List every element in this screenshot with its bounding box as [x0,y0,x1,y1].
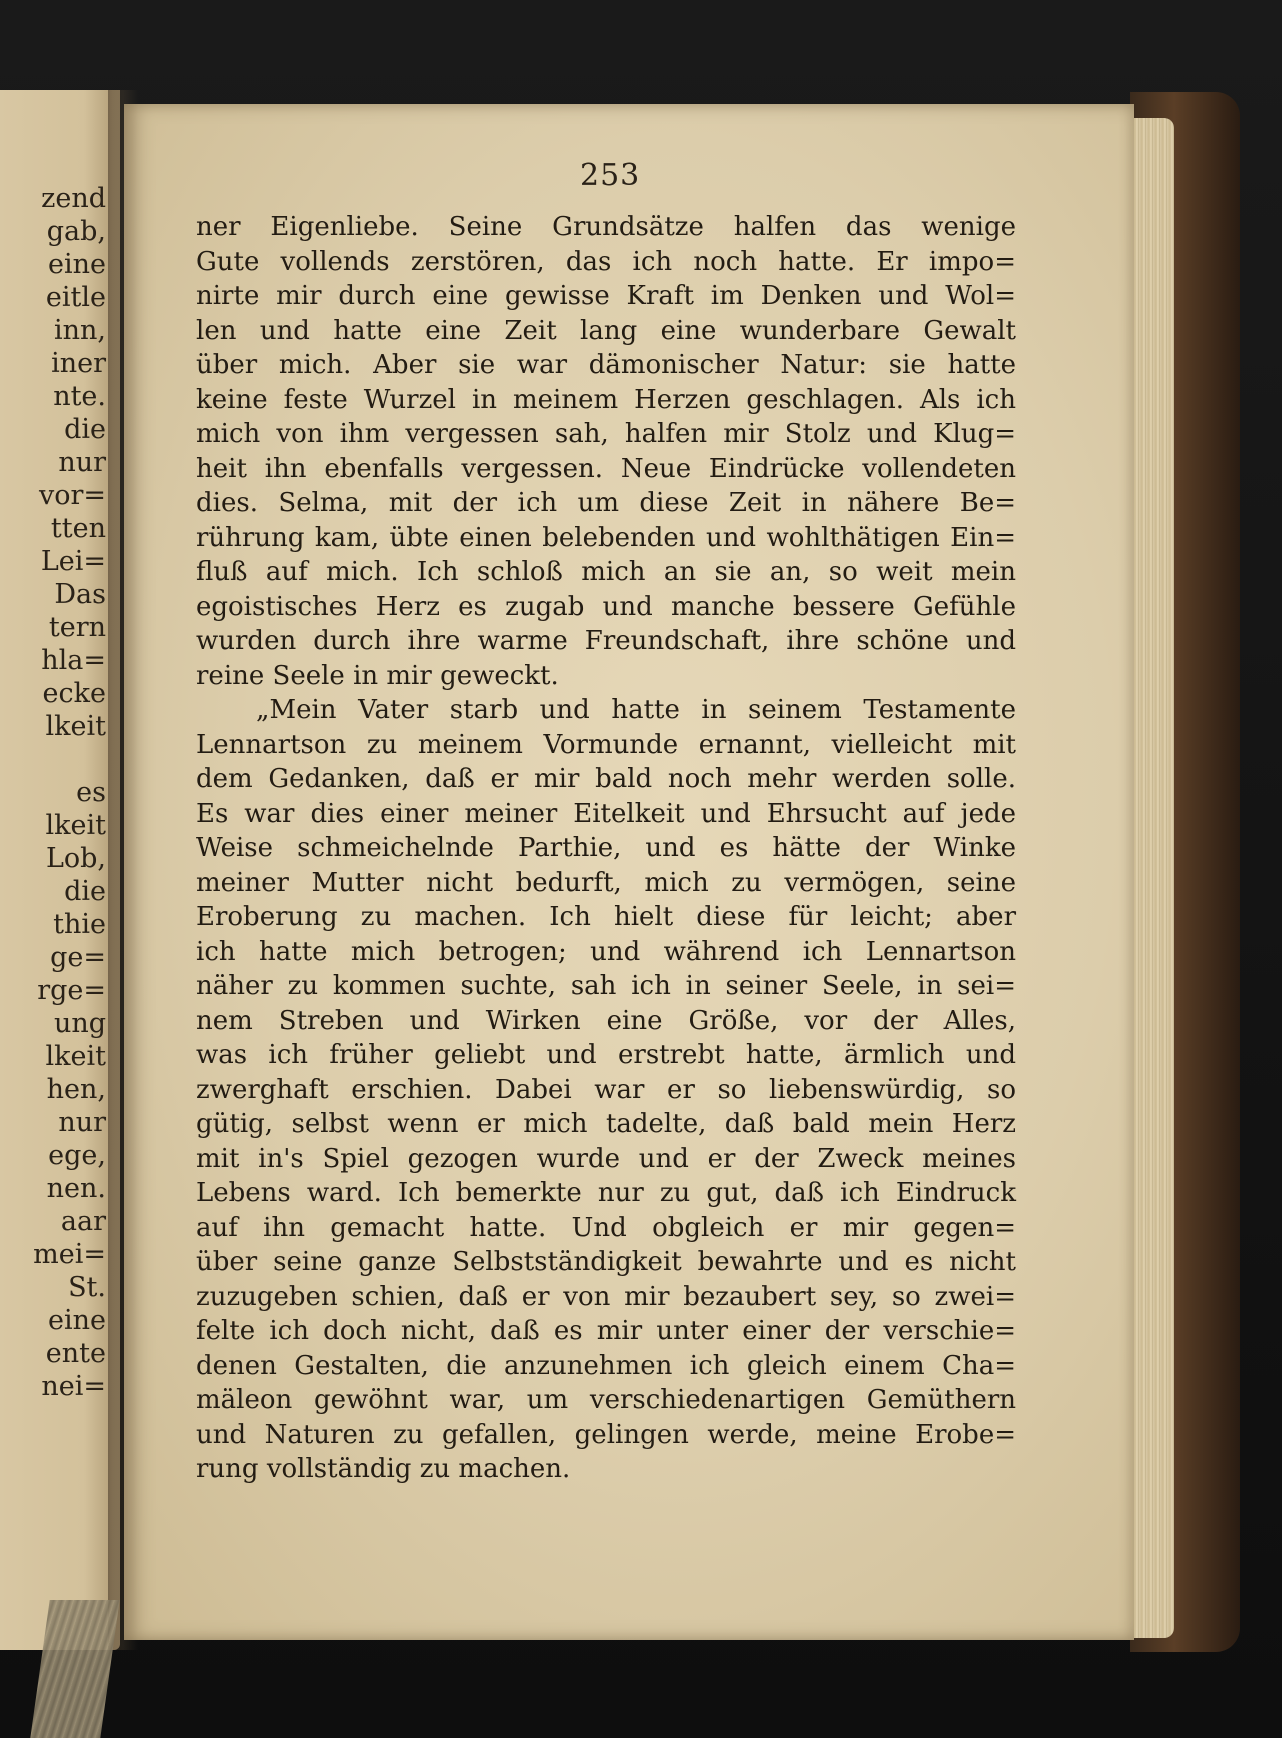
text-line: gütig, selbst wenn er mich tadelte, daß bald mein Herz [196,1109,1016,1139]
text-line: zuzugeben schien, daß er von mir bezaubert sey, so zwei= [196,1281,1016,1312]
text-line: fluß auf mich. Ich schloß mich an sie an, so weit mein [196,557,1016,587]
text-line: und Naturen zu gefallen, gelingen werde, meine Erobe= [196,1419,1016,1450]
text-line: ich hatte mich betrogen; und während ich Lennartson [196,936,1016,967]
text-line: dies. Selma, mit der ich um diese Zeit in nähere Be= [196,488,1016,518]
text-line: wurden durch ihre warme Freundschaft, ihre schöne und [196,626,1016,656]
left-page-line-fragment: thie [53,909,106,940]
left-page-line-fragment: nur [58,1107,106,1138]
left-page-line-fragment: eine [48,249,106,280]
text-line: rührung kam, übte einen belebenden und wohlthätigen Ein= [196,522,1016,553]
left-page-line-fragment: eitle [45,282,106,313]
left-page-line-fragment: hla= [41,645,106,676]
left-page-line-fragment: lkeit [45,1041,106,1072]
text-line: über seine ganze Selbstständigkeit bewahrte und es nicht [196,1247,1016,1277]
text-line: Weise schmeichelnde Parthie, und es hätte der Winke [196,833,1016,863]
text-line: mit in's Spiel gezogen wurde und er der Zweck meines [196,1143,1016,1174]
left-page-line-fragment: gab, [46,216,106,247]
left-page-line-fragment: hen, [46,1074,106,1105]
left-page-text [33,182,106,1403]
left-page-line-fragment: nur [58,447,106,478]
left-page-fragment [0,90,120,1650]
left-page-line-fragment: Das [54,579,106,610]
left-page-line-fragment: tern [48,612,106,643]
left-page-line-fragment: St. [68,1272,106,1303]
left-page-line-fragment: vor= [38,480,106,511]
text-line: egoistisches Herz es zugab und manche bessere Gefühle [196,591,1016,622]
text-line: näher zu kommen suchte, sah ich in seiner Seele, in sei= [196,971,1016,1001]
left-page-line-fragment: die [64,876,106,907]
text-line: Gute vollends zerstören, das ich noch hatte. Er impo= [196,246,1016,277]
text-line: ner Eigenliebe. Seine Grundsätze halfen das wenige [196,212,1016,242]
text-line: nirte mir durch eine gewisse Kraft im Denken und Wol= [196,281,1016,311]
page-number: 253 [580,158,641,193]
text-line: Lebens ward. Ich bemerkte nur zu gut, daß ich Eindruck [196,1178,1016,1208]
text-line: Lennartson zu meinem Vormunde ernannt, vielleicht mit [196,729,1016,760]
left-page-line-fragment: nei= [41,1371,106,1402]
text-line: „Mein Vater starb und hatte in seinem Testamente [256,695,1016,725]
left-page-line-fragment: ege, [48,1140,106,1171]
book-gutter [108,90,138,1650]
text-line: meiner Mutter nicht bedurft, mich zu vermögen, seine [196,867,1016,898]
text-line: zwerghaft erschien. Dabei war er so liebenswürdig, so [196,1074,1016,1105]
left-page-line-fragment: zend [41,183,106,214]
left-page-line-fragment: inn, [54,315,106,346]
left-page-line-fragment: Lob, [45,843,106,874]
left-page-line-fragment: ecke [42,678,106,709]
left-page-line-fragment: mei= [33,1239,106,1270]
text-line: Es war dies einer meiner Eitelkeit und Ehrsucht auf jede [196,798,1016,829]
left-page-line-fragment: Lei= [40,546,106,577]
left-page-line-fragment: die [64,414,106,445]
text-line: über mich. Aber sie war dämonischer Natur: sie hatte [196,350,1016,380]
body-text [196,210,1016,1487]
left-page-line-fragment: nen. [46,1173,106,1204]
text-line: dem Gedanken, daß er mir bald noch mehr werden solle. [196,764,1016,794]
left-page-line-fragment: tten [50,513,106,544]
text-line: was ich früher geliebt und erstrebt hatte, ärmlich und [196,1040,1016,1070]
left-page-line-fragment: es [76,777,106,808]
text-line: Eroberung zu machen. Ich hielt diese für leicht; aber [196,902,1016,932]
text-line: keine feste Wurzel in meinem Herzen geschlagen. Als ich [196,384,1016,415]
left-page-line-fragment: ge= [50,942,106,973]
text-line: len und hatte eine Zeit lang eine wunderbare Gewalt [196,315,1016,346]
left-page-line-fragment: lkeit [45,810,106,841]
text-line: rung vollständig zu machen. [196,1454,571,1484]
left-page-line-fragment: eine [48,1305,106,1336]
text-line: mich von ihm vergessen sah, halfen mir Stolz und Klug= [196,419,1016,449]
text-line: auf ihn gemacht hatte. Und obgleich er mir gegen= [196,1212,1016,1243]
text-line: felte ich doch nicht, daß es mir unter einer der verschie= [196,1316,1016,1346]
text-line: mäleon gewöhnt war, um verschiedenartigen Gemüthern [196,1385,1016,1415]
left-page-line-fragment: ung [53,1008,106,1039]
left-page-line-fragment: nte. [53,381,106,412]
text-line: denen Gestalten, die anzunehmen ich gleich einem Cha= [196,1350,1016,1381]
text-line: heit ihn ebenfalls vergessen. Neue Eindrücke vollendeten [196,453,1016,484]
left-page-line-fragment: aar [60,1206,106,1237]
left-page-line-fragment: ente [45,1338,106,1369]
left-page-line-fragment [33,743,106,776]
left-page-line-fragment: rge= [37,975,106,1006]
left-page-line-fragment: lkeit [45,711,106,742]
text-line: nem Streben und Wirken eine Größe, vor der Alles, [196,1005,1016,1036]
text-line: reine Seele in mir geweckt. [196,660,559,691]
left-page-line-fragment: iner [51,348,106,379]
